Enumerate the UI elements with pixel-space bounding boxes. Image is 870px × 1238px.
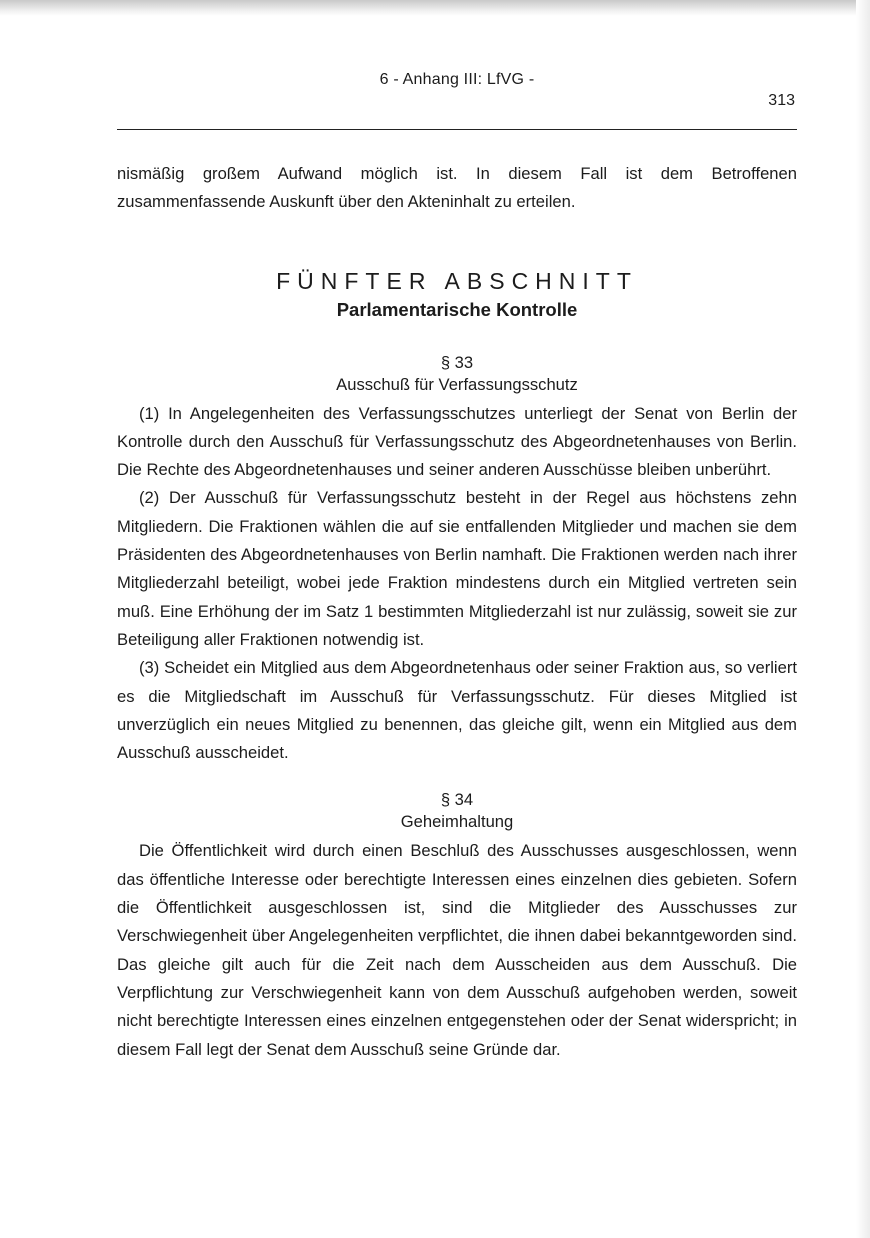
paragraph-33-clause-2: (2) Der Ausschuß für Verfassungsschutz besteht in der Regel aus höchstens zehn Mitgliedern. Die Fraktionen wählen die auf sie entfallenden Mitglieder und machen sie dem Präsidenten des Abgeordnetenhauses von Berlin namhaft. Die Fraktionen werden nach ihrer Mitgliederzahl beteiligt, wobei jede Fraktion mindestens durch ein Mitglied vertreten sein muß. Eine Erhöhung der im Satz 1 bestimmten Mitgliederzahl ist nur zulässig, soweit sie zur Beteiligung aller Fraktionen notwendig ist. — [117, 488, 797, 649]
paragraph-33-title: Ausschuß für Verfassungsschutz — [336, 374, 578, 394]
running-header: 6 - Anhang III: LfVG - — [379, 71, 535, 88]
scan-edge-shadow — [0, 0, 870, 16]
page-number: 313 — [768, 92, 795, 109]
header-rule — [117, 129, 797, 130]
paragraph-34-number: § 34 — [440, 790, 474, 810]
section-title: FÜNFTER ABSCHNITT — [276, 267, 638, 294]
scan-edge-right-shadow — [856, 0, 870, 1238]
section-subtitle: Parlamentarische Kontrolle — [336, 298, 578, 320]
paragraph-33-clause-1: (1) In Angelegenheiten des Verfassungsschutzes unterliegt der Senat von Berlin der Kontrolle durch den Ausschuß für Verfassungsschutz des Abgeordnetenhauses von Berlin. Die Rechte des Abgeordnetenhauses und seiner anderen Ausschüsse bleiben unberührt. — [117, 403, 797, 480]
paragraph-33-number: § 33 — [440, 352, 474, 372]
paragraph-33-clause-3: (3) Scheidet ein Mitglied aus dem Abgeordnetenhaus oder seiner Fraktion aus, so verliert es die Mitgliedschaft im Ausschuß für Verfassungsschutz. Für dieses Mitglied ist unverzüglich ein neues Mitglied zu benennen, das gleiche gilt, wenn ein Mitglied aus dem Ausschuß ausscheidet. — [117, 658, 797, 763]
document-body — [117, 160, 797, 1064]
paragraph-34-text: Die Öffentlichkeit wird durch einen Beschluß des Ausschusses ausgeschlossen, wenn das öffentliche Interesse oder berechtigte Interessen eines einzelnen dies gebieten. Sofern die Öffentlichkeit ausgeschlossen ist, sind die Mitglieder des Ausschusses zur Verschwiegenheit über Angelegenheiten verpflichtet, die ihnen dabei bekanntgeworden sind. Das gleiche gilt auch für die Zeit nach dem Ausscheiden aus dem Ausschuß. Die Verpflichtung zur Verschwiegenheit kann von dem Ausschuß aufgehoben werden, soweit nicht berechtigte Interessen eines einzelnen entgegenstehen oder der Senat widerspricht; in diesem Fall legt der Senat dem Ausschuß seine Gründe dar. — [117, 841, 797, 1059]
intro-paragraph: nismäßig großem Aufwand möglich ist. In diesem Fall ist dem Betroffenen zusammenfassende Auskunft über den Akteninhalt zu erteilen. — [117, 164, 797, 212]
paragraph-34-title: Geheimhaltung — [400, 812, 514, 832]
